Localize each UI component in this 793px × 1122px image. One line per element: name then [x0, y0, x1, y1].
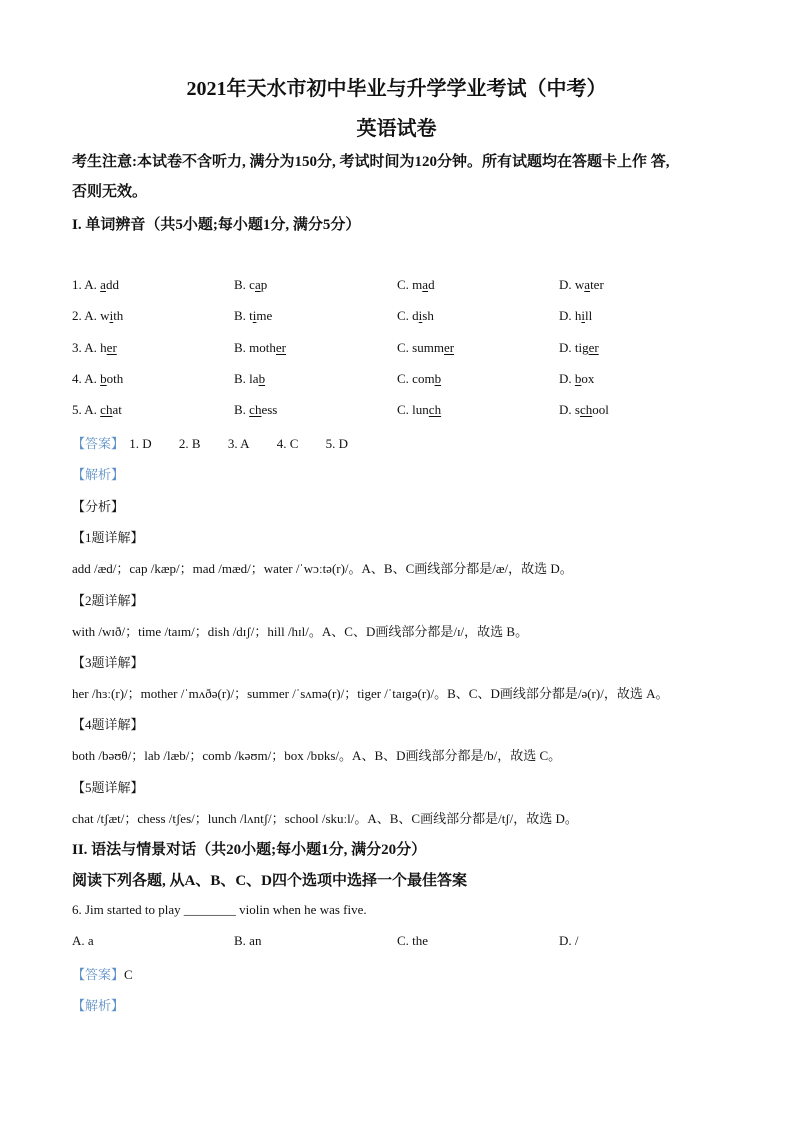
answer-4: 4. C [276, 436, 299, 451]
option-b: B. chess [234, 402, 278, 417]
option-c: C. dish [397, 308, 434, 323]
option-b: B. time [234, 308, 273, 323]
exam-subtitle: 英语试卷 [356, 118, 437, 140]
underlined-part: b [574, 371, 582, 386]
detail-4-label: 【4题详解】 [72, 717, 144, 732]
option-d: D. school [559, 402, 609, 417]
underlined-part: i [581, 308, 586, 323]
answer-2: 2. B [178, 436, 201, 451]
underlined-part: i [109, 308, 114, 323]
option-c: C. lunch [397, 402, 442, 417]
answer-5: 5. D [325, 436, 349, 451]
q6-option-d: D. / [559, 933, 579, 948]
option-a: 2. A. with [72, 308, 124, 323]
option-a: 5. A. chat [72, 402, 122, 417]
underlined-part: i [252, 308, 257, 323]
analysis-label: 【解析】 [72, 467, 125, 482]
question-6-stem: 6. Jim started to play ________ violin when he was five. [72, 902, 367, 917]
option-a: 3. A. her [72, 340, 117, 355]
question-row [72, 308, 752, 326]
underlined-part: er [106, 340, 117, 355]
detail-2-label: 【2题详解】 [72, 593, 144, 608]
option-d: D. hill [559, 308, 593, 323]
underlined-part: er [443, 340, 455, 355]
detail-3-label: 【3题详解】 [72, 655, 144, 670]
exam-title: 2021年天水市初中毕业与升学学业考试（中考） [186, 78, 607, 100]
detail-1-text: add /æd/；cap /kæp/；mad /mæd/；water /ˈwɔːtə(r)/。A、B、C画线部分都是/æ/，故选 D。 [72, 561, 573, 576]
q6-analysis-label: 【解析】 [72, 998, 125, 1013]
option-c: C. mad [397, 277, 435, 292]
section1-heading: I. 单词辨音（共5小题;每小题1分, 满分5分） [72, 217, 361, 233]
option-a: 4. A. both [72, 371, 124, 386]
underlined-part: ch [579, 402, 593, 417]
option-d: D. tiger [559, 340, 599, 355]
detail-1-label: 【1题详解】 [72, 530, 144, 545]
detail-5-text: chat /tʃæt/；chess /tʃes/；lunch /lʌntʃ/；school /skuːl/。A、B、C画线部分都是/tʃ/，故选 D。 [72, 811, 578, 826]
underlined-part: ch [100, 402, 113, 417]
question-row [72, 277, 752, 295]
option-b: B. lab [234, 371, 266, 386]
underlined-part: ch [249, 402, 262, 417]
question-row [72, 402, 752, 420]
section2-heading: II. 语法与情景对话（共20小题;每小题1分, 满分20分） [72, 842, 427, 858]
underlined-part: er [588, 340, 599, 355]
answer-row-1-5 [72, 433, 372, 452]
q6-option-a: A. a [72, 933, 94, 948]
notice-line-2: 否则无效。 [72, 184, 148, 200]
underlined-part: ch [428, 402, 442, 417]
answer-label: 【答案】 [72, 436, 125, 451]
question-6-options [72, 933, 752, 951]
q6-option-c: C. the [397, 933, 429, 948]
detail-2-text: with /wɪð/；time /taɪm/；dish /dɪʃ/；hill /hɪl/。A、C、D画线部分都是/ɪ/，故选 B。 [72, 624, 529, 639]
answer-label: 【答案】 [72, 967, 125, 982]
question-row [72, 371, 752, 389]
option-a: 1. A. add [72, 277, 119, 292]
detail-3-text: her /hɜː(r)/；mother /ˈmʌðə(r)/；summer /ˈsʌmə(r)/；tiger /ˈtaɪgə(r)/。B、C、D画线部分都是/ə(r)/，故选 A。 [72, 686, 669, 701]
q6-option-b: B. an [234, 933, 262, 948]
underlined-part: a [254, 277, 261, 292]
detail-4-text: both /bəʊθ/；lab /læb/；comb /kəʊm/；box /bɒks/。A、B、D画线部分都是/b/，故选 C。 [72, 748, 562, 763]
option-d: D. water [559, 277, 604, 292]
underlined-part: b [100, 371, 107, 386]
answer-3: 3. A [227, 436, 250, 451]
option-d: D. box [559, 371, 595, 386]
option-c: C. summer [397, 340, 455, 355]
section2-instruction: 阅读下列各题, 从A、B、C、D四个选项中选择一个最佳答案 [72, 873, 468, 889]
option-b: B. mother [234, 340, 287, 355]
q6-answer-row [72, 964, 133, 983]
underlined-part: i [418, 308, 423, 323]
underlined-part: a [422, 277, 429, 292]
detail-5-label: 【5题详解】 [72, 780, 144, 795]
q6-answer: C [124, 967, 133, 982]
underlined-part: a [584, 277, 591, 292]
fenxi-label: 【分析】 [72, 499, 125, 514]
underlined-part: er [275, 340, 287, 355]
underlined-part: b [434, 371, 442, 386]
notice-line-1: 考生注意:本试卷不含听力, 满分为150分, 考试时间为120分钟。所有试题均在答题卡上作 答, [72, 154, 670, 170]
option-c: C. comb [397, 371, 442, 386]
question-row [72, 340, 752, 358]
underlined-part: b [258, 371, 266, 386]
answer-1: 1. D [129, 436, 152, 451]
underlined-part: a [100, 277, 106, 292]
option-b: B. cap [234, 277, 268, 292]
